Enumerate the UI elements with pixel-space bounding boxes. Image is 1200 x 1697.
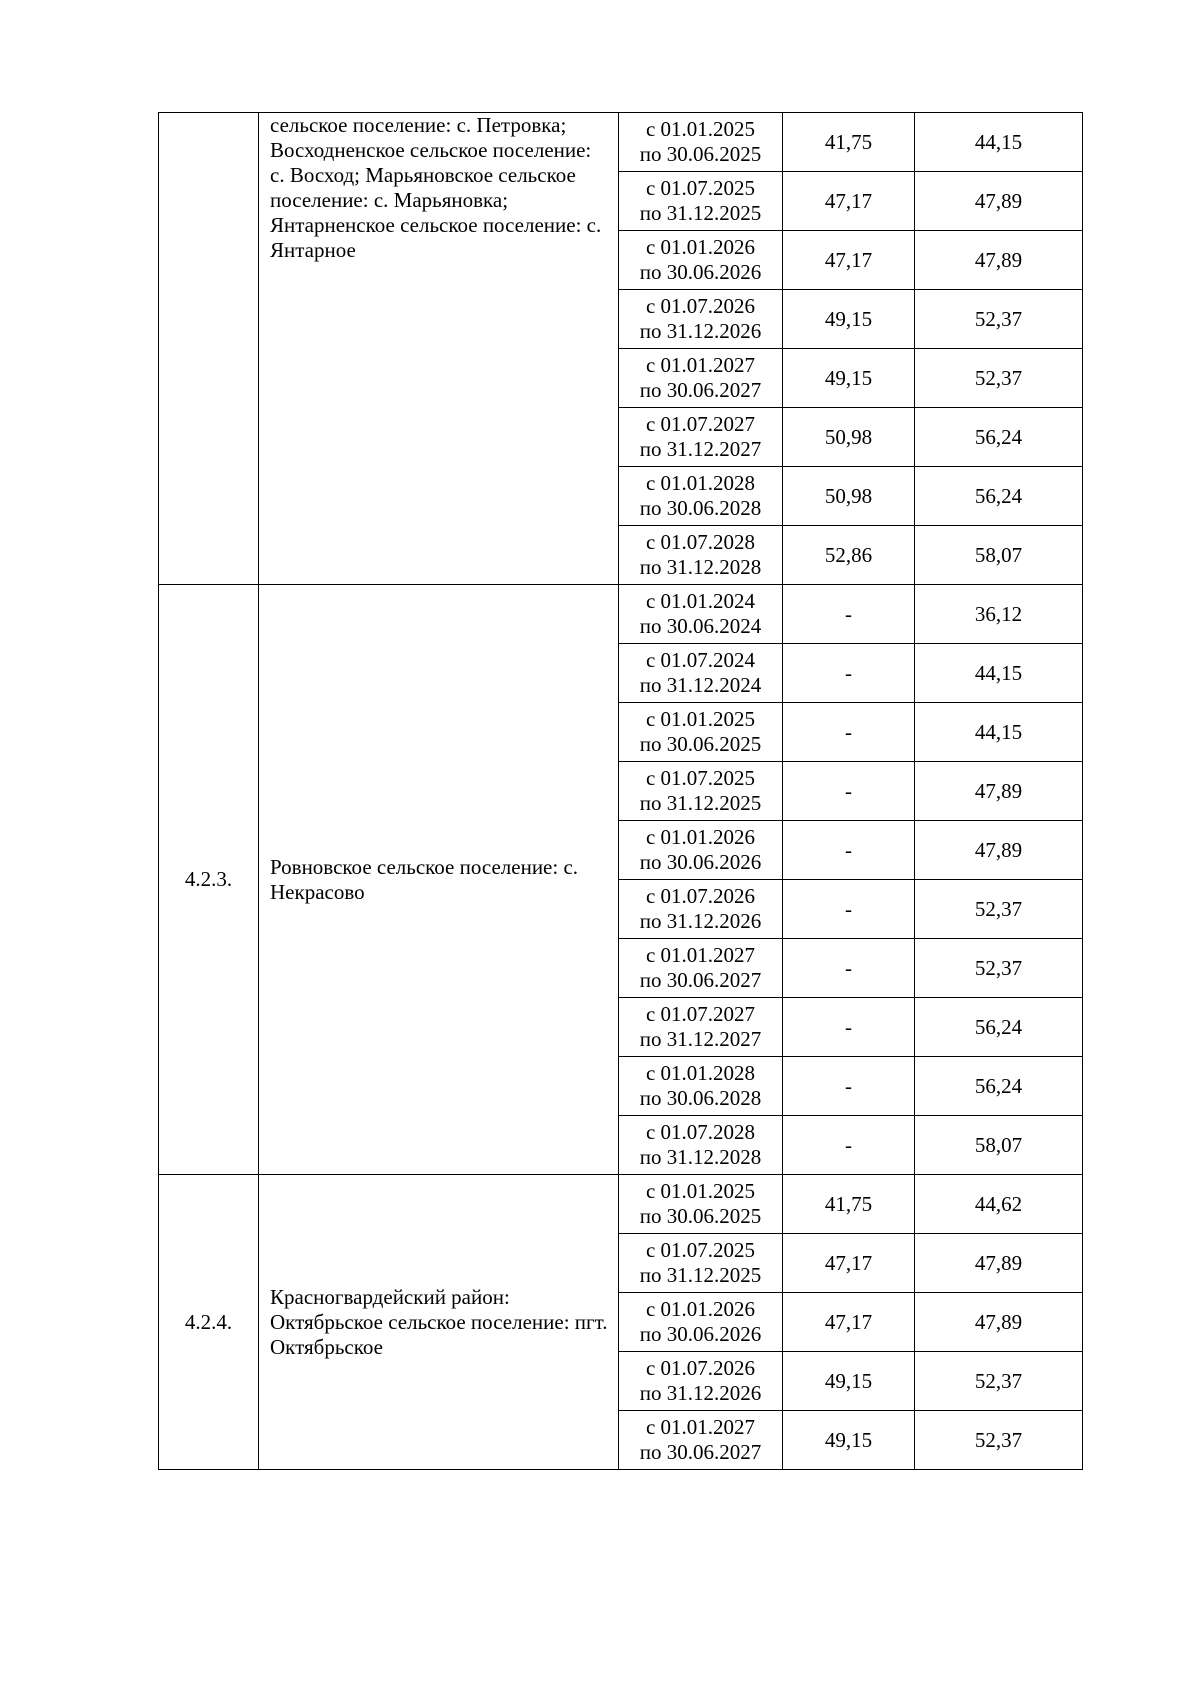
- tariff-value-1: -: [783, 585, 915, 644]
- tariff-value-2: 47,89: [915, 762, 1083, 821]
- period-start: с 01.07.2027: [645, 412, 756, 436]
- period-start: с 01.07.2026: [645, 1356, 756, 1380]
- tariff-value-1: 41,75: [783, 1175, 915, 1234]
- period-cell: [619, 998, 783, 1057]
- period-end: по 30.06.2028: [639, 496, 762, 520]
- settlement-name: Ровновское сельское поселение: с. Некрасово: [270, 854, 579, 904]
- period-cell: [619, 821, 783, 880]
- tariff-value-2: 56,24: [915, 467, 1083, 526]
- period-end: по 31.12.2025: [639, 1263, 762, 1287]
- settlement-name-cell: [259, 1175, 619, 1470]
- tariff-value-2: 44,15: [915, 703, 1083, 762]
- tariff-value-2: 44,62: [915, 1175, 1083, 1234]
- period-cell: [619, 1116, 783, 1175]
- period-cell: [619, 1352, 783, 1411]
- tariff-value-1: -: [783, 762, 915, 821]
- period-end: по 30.06.2025: [639, 1204, 762, 1228]
- tariff-value-1: 49,15: [783, 1352, 915, 1411]
- period-end: по 30.06.2026: [639, 850, 762, 874]
- period-start: с 01.01.2026: [645, 1297, 756, 1321]
- period-start: с 01.01.2026: [645, 825, 756, 849]
- period-cell: [619, 408, 783, 467]
- tariff-value-1: 49,15: [783, 349, 915, 408]
- period-end: по 31.12.2027: [639, 437, 762, 461]
- period-cell: [619, 644, 783, 703]
- tariff-value-2: 47,89: [915, 172, 1083, 231]
- period-end: по 31.12.2028: [639, 1145, 762, 1169]
- tariff-value-1: 47,17: [783, 1293, 915, 1352]
- tariff-value-1: 49,15: [783, 1411, 915, 1470]
- period-start: с 01.01.2028: [645, 1061, 756, 1085]
- period-end: по 30.06.2027: [639, 378, 762, 402]
- tariff-value-2: 56,24: [915, 1057, 1083, 1116]
- tariff-value-2: 52,37: [915, 349, 1083, 408]
- item-number: 4.2.4.: [159, 1175, 259, 1470]
- period-cell: [619, 585, 783, 644]
- period-end: по 30.06.2026: [639, 260, 762, 284]
- period-cell: [619, 526, 783, 585]
- period-start: с 01.07.2028: [645, 1120, 756, 1144]
- tariff-value-2: 52,37: [915, 1352, 1083, 1411]
- settlement-name-cell: [259, 585, 619, 1175]
- period-end: по 31.12.2025: [639, 791, 762, 815]
- period-start: с 01.01.2027: [645, 353, 756, 377]
- period-end: по 31.12.2024: [639, 673, 762, 697]
- tariff-value-1: 47,17: [783, 172, 915, 231]
- tariff-value-2: 47,89: [915, 231, 1083, 290]
- period-start: с 01.07.2025: [645, 176, 756, 200]
- tariff-value-1: 52,86: [783, 526, 915, 585]
- period-start: с 01.01.2028: [645, 471, 756, 495]
- period-start: с 01.07.2026: [645, 884, 756, 908]
- settlement-name: сельское поселение: с. Петровка; Восходненское сельское поселение: с. Восход; Марьяновское сельское поселение: с. Марьяновка; Янтарненское сельское поселение: с. Янтарное: [270, 113, 602, 262]
- period-cell: [619, 1057, 783, 1116]
- tariff-value-2: 52,37: [915, 939, 1083, 998]
- tariff-value-1: 47,17: [783, 1234, 915, 1293]
- period-end: по 30.06.2028: [639, 1086, 762, 1110]
- tariff-value-1: 41,75: [783, 113, 915, 172]
- period-start: с 01.01.2025: [645, 117, 756, 141]
- tariff-value-2: 47,89: [915, 1234, 1083, 1293]
- settlement-name: Красногвардейский район: Октябрьское сельское поселение: пгт. Октябрьское: [270, 1284, 608, 1359]
- period-cell: [619, 703, 783, 762]
- period-start: с 01.07.2028: [645, 530, 756, 554]
- period-start: с 01.07.2025: [645, 766, 756, 790]
- period-cell: [619, 231, 783, 290]
- tariff-value-2: 47,89: [915, 1293, 1083, 1352]
- period-end: по 30.06.2024: [639, 614, 762, 638]
- period-end: по 31.12.2026: [639, 319, 762, 343]
- settlement-name-cell: [259, 113, 619, 585]
- tariff-value-1: 49,15: [783, 290, 915, 349]
- period-start: с 01.01.2024: [645, 589, 756, 613]
- period-end: по 31.12.2027: [639, 1027, 762, 1051]
- period-cell: [619, 113, 783, 172]
- tariff-value-1: -: [783, 1116, 915, 1175]
- tariff-value-1: -: [783, 939, 915, 998]
- tariff-value-2: 52,37: [915, 290, 1083, 349]
- period-end: по 30.06.2027: [639, 1440, 762, 1464]
- tariff-value-1: 50,98: [783, 467, 915, 526]
- period-start: с 01.01.2027: [645, 1415, 756, 1439]
- period-start: с 01.01.2027: [645, 943, 756, 967]
- tariff-value-2: 52,37: [915, 880, 1083, 939]
- tariff-value-2: 58,07: [915, 1116, 1083, 1175]
- period-end: по 31.12.2026: [639, 909, 762, 933]
- period-cell: [619, 1234, 783, 1293]
- period-cell: [619, 1293, 783, 1352]
- period-cell: [619, 467, 783, 526]
- period-start: с 01.07.2027: [645, 1002, 756, 1026]
- tariff-value-2: 44,15: [915, 644, 1083, 703]
- period-cell: [619, 762, 783, 821]
- tariff-value-2: 56,24: [915, 998, 1083, 1057]
- tariff-value-1: -: [783, 703, 915, 762]
- period-end: по 31.12.2028: [639, 555, 762, 579]
- period-cell: [619, 290, 783, 349]
- tariff-value-1: 47,17: [783, 231, 915, 290]
- table-row: [159, 113, 1083, 172]
- period-start: с 01.01.2025: [645, 707, 756, 731]
- period-start: с 01.07.2024: [645, 648, 756, 672]
- tariff-value-1: -: [783, 880, 915, 939]
- period-cell: [619, 1175, 783, 1234]
- period-cell: [619, 880, 783, 939]
- period-start: с 01.07.2026: [645, 294, 756, 318]
- period-end: по 30.06.2025: [639, 142, 762, 166]
- period-start: с 01.01.2026: [645, 235, 756, 259]
- period-end: по 30.06.2027: [639, 968, 762, 992]
- table-row: [159, 585, 1083, 644]
- period-end: по 30.06.2026: [639, 1322, 762, 1346]
- item-number: 4.2.3.: [159, 585, 259, 1175]
- tariff-value-2: 47,89: [915, 821, 1083, 880]
- tariff-value-1: -: [783, 644, 915, 703]
- period-start: с 01.07.2025: [645, 1238, 756, 1262]
- tariff-table-body: [159, 113, 1083, 1470]
- tariff-value-1: -: [783, 821, 915, 880]
- tariff-value-1: -: [783, 998, 915, 1057]
- period-cell: [619, 349, 783, 408]
- period-end: по 31.12.2026: [639, 1381, 762, 1405]
- table-row: [159, 1175, 1083, 1234]
- period-cell: [619, 1411, 783, 1470]
- period-end: по 30.06.2025: [639, 732, 762, 756]
- period-cell: [619, 939, 783, 998]
- period-start: с 01.01.2025: [645, 1179, 756, 1203]
- tariff-value-2: 52,37: [915, 1411, 1083, 1470]
- tariff-table: [158, 112, 1083, 1470]
- tariff-value-2: 36,12: [915, 585, 1083, 644]
- tariff-value-2: 56,24: [915, 408, 1083, 467]
- item-number: [159, 113, 259, 585]
- period-cell: [619, 172, 783, 231]
- tariff-value-2: 58,07: [915, 526, 1083, 585]
- period-end: по 31.12.2025: [639, 201, 762, 225]
- tariff-value-1: -: [783, 1057, 915, 1116]
- tariff-value-1: 50,98: [783, 408, 915, 467]
- tariff-value-2: 44,15: [915, 113, 1083, 172]
